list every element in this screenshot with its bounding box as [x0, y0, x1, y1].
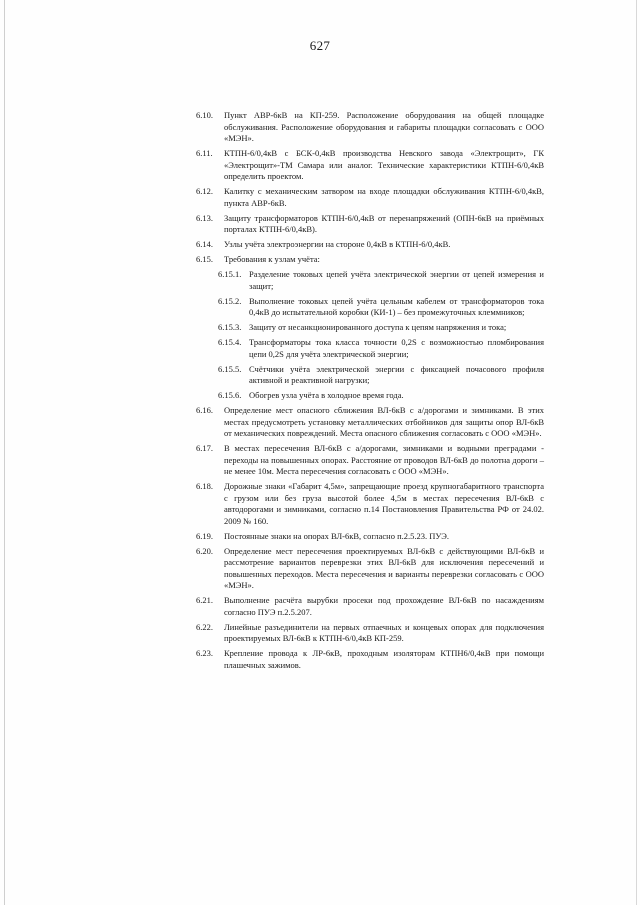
item-number: 6.13. [196, 212, 213, 223]
list-item [196, 110, 544, 145]
sub-item-number: 6.15.4. [218, 337, 242, 347]
list-item-metering-requirements [196, 254, 544, 266]
sub-list-item [218, 296, 544, 319]
item-text: Линейные разъединители на первых отпаечных и концевых опорах для подключения проектируемых ВЛ-6кВ к КТПН-6/0,4кВ КП-259. [224, 621, 544, 643]
list-item [196, 622, 544, 645]
item-number: 6.16. [196, 405, 213, 415]
item-text: Защиту трансформаторов КТПН-6/0,4кВ от перенапряжений (ОПН-6кВ на приёмных порталах КТПН-6/0,4кВ). [224, 212, 544, 234]
item-number: 6.20. [196, 545, 213, 556]
sub-list-item [218, 269, 544, 292]
item-number: 6.21. [196, 595, 213, 605]
item-text: В местах пересечения ВЛ-6кВ с а/дорогами, зимниками и водными преградами - переходы на повышенных опорах. Расстояние от проводов ВЛ-6кВ до полотна дороги – не менее 10м. Места пересечения согласовать с ООО «МЭН». [224, 443, 544, 476]
list-item [196, 481, 544, 527]
item-number: 6.23. [196, 648, 213, 658]
item-text: Узлы учёта электроэнергии на стороне 0,4кВ в КТПН-6/0,4кВ. [224, 239, 451, 249]
list-item [196, 186, 544, 209]
item-number: 6.11. [196, 148, 213, 158]
page-number: 627 [309, 38, 331, 53]
item-text: Пункт АВР-6кВ на КП-259. Расположение оборудования на общей площадке обслуживания. Расположение оборудования и габариты площадки согласовать с ООО «МЭН». [224, 110, 544, 143]
list-item [196, 239, 544, 251]
sub-list-item [218, 322, 544, 334]
sub-item-number: 6.15.3. [218, 322, 242, 332]
item-text: Выполнение расчёта вырубки просеки под прохождение ВЛ-6кВ по насаждениям согласно ПУЭ п.2.5.207. [224, 595, 544, 617]
item-number: 6.15. [196, 254, 213, 264]
sub-item-number: 6.15.1. [218, 269, 242, 279]
item-number: 6.12. [196, 186, 213, 196]
list-item [196, 148, 544, 183]
item-text: Требования к узлам учёта: [224, 254, 320, 264]
scan-edge-right [636, 0, 637, 905]
list-item [196, 546, 544, 592]
item-number: 6.19. [196, 530, 213, 541]
item-number: 6.17. [196, 443, 213, 453]
sub-item-text: Разделение токовых цепей учёта электрической энергии от цепей измерения и защит; [249, 269, 544, 291]
item-text: Определение мест пересечения проектируемых ВЛ-6кВ с действующими ВЛ-6кВ и рассмотрение вариантов переврезки этих ВЛ-6кВ для исключения пересечений и повышенных переходов. Места пересечения и варианты переврезки согласовать с ООО «МЭН». [224, 545, 544, 590]
sub-list-item [218, 364, 544, 387]
requirements-list [196, 110, 544, 675]
item-text: КТПН-6/0,4кВ с БСК-0,4кВ производства Невского завода «Электрощит», ГК «Электрощит»-ТМ Самара или аналог. Технические характеристики КТПН-6/0,4кВ определить проектом. [224, 148, 544, 181]
item-text: Калитку с механическим затвором на входе площадки обслуживания КТПН-6/0,4кВ, пункта АВР-6кВ. [224, 186, 544, 208]
list-item [196, 405, 544, 440]
list-item [196, 443, 544, 478]
item-text: Определение мест опасного сближения ВЛ-6кВ с а/дорогами и зимниками. В этих местах предусмотреть установку металлических отбойников для защиты опор ВЛ-6кВ от механических повреждений. Места опасного сближения согласовать с ООО «МЭН». [224, 405, 544, 438]
item-number: 6.22. [196, 621, 213, 632]
item-number: 6.10. [196, 110, 213, 120]
item-text: Крепление провода к ЛР-6кВ, проходным изоляторам КТПН6/0,4кВ при помощи плашечных зажимов. [224, 648, 544, 670]
item-text: Дорожные знаки «Габарит 4,5м», запрещающие проезд крупногабаритного транспорта с грузом или без груза высотой более 4,5м в местах пересечения ВЛ-6кВ с автодорогами и зимниками, согласно п.14 Постановления Правительства РФ от 24.02. 2009 № 160. [224, 481, 544, 526]
list-item [196, 213, 544, 236]
scan-edge-left [4, 0, 5, 905]
sub-list-item [218, 337, 544, 360]
sub-item-text: Выполнение токовых цепей учёта цельным кабелем от трансформаторов тока 0,4кВ до испытательной коробки (КИ-1) – без промежуточных клеммников; [249, 295, 544, 317]
sub-item-number: 6.15.6. [218, 390, 242, 400]
list-item [196, 648, 544, 671]
list-item [196, 595, 544, 618]
sub-item-text: Обогрев узла учёта в холодное время года. [249, 390, 404, 400]
sub-item-text: Защиту от несанкционированного доступа к цепям напряжения и тока; [249, 322, 507, 332]
sub-item-number: 6.15.5. [218, 363, 242, 374]
sub-item-text: Трансформаторы тока класса точности 0,2S с возможностью пломбирования цепи 0,2S для учёта электрической энергии; [249, 337, 544, 359]
item-text: Постоянные знаки на опорах ВЛ-6кВ, согласно п.2.5.23. ПУЭ. [224, 530, 450, 541]
sub-list-item [218, 390, 544, 402]
list-item [196, 531, 544, 543]
sub-item-number: 6.15.2. [218, 295, 242, 306]
item-number: 6.14. [196, 239, 213, 249]
item-number: 6.18. [196, 481, 213, 491]
sub-item-text: Счётчики учёта электрической энергии с фиксацией почасового профиля активной и реактивной нагрузки; [249, 363, 544, 385]
